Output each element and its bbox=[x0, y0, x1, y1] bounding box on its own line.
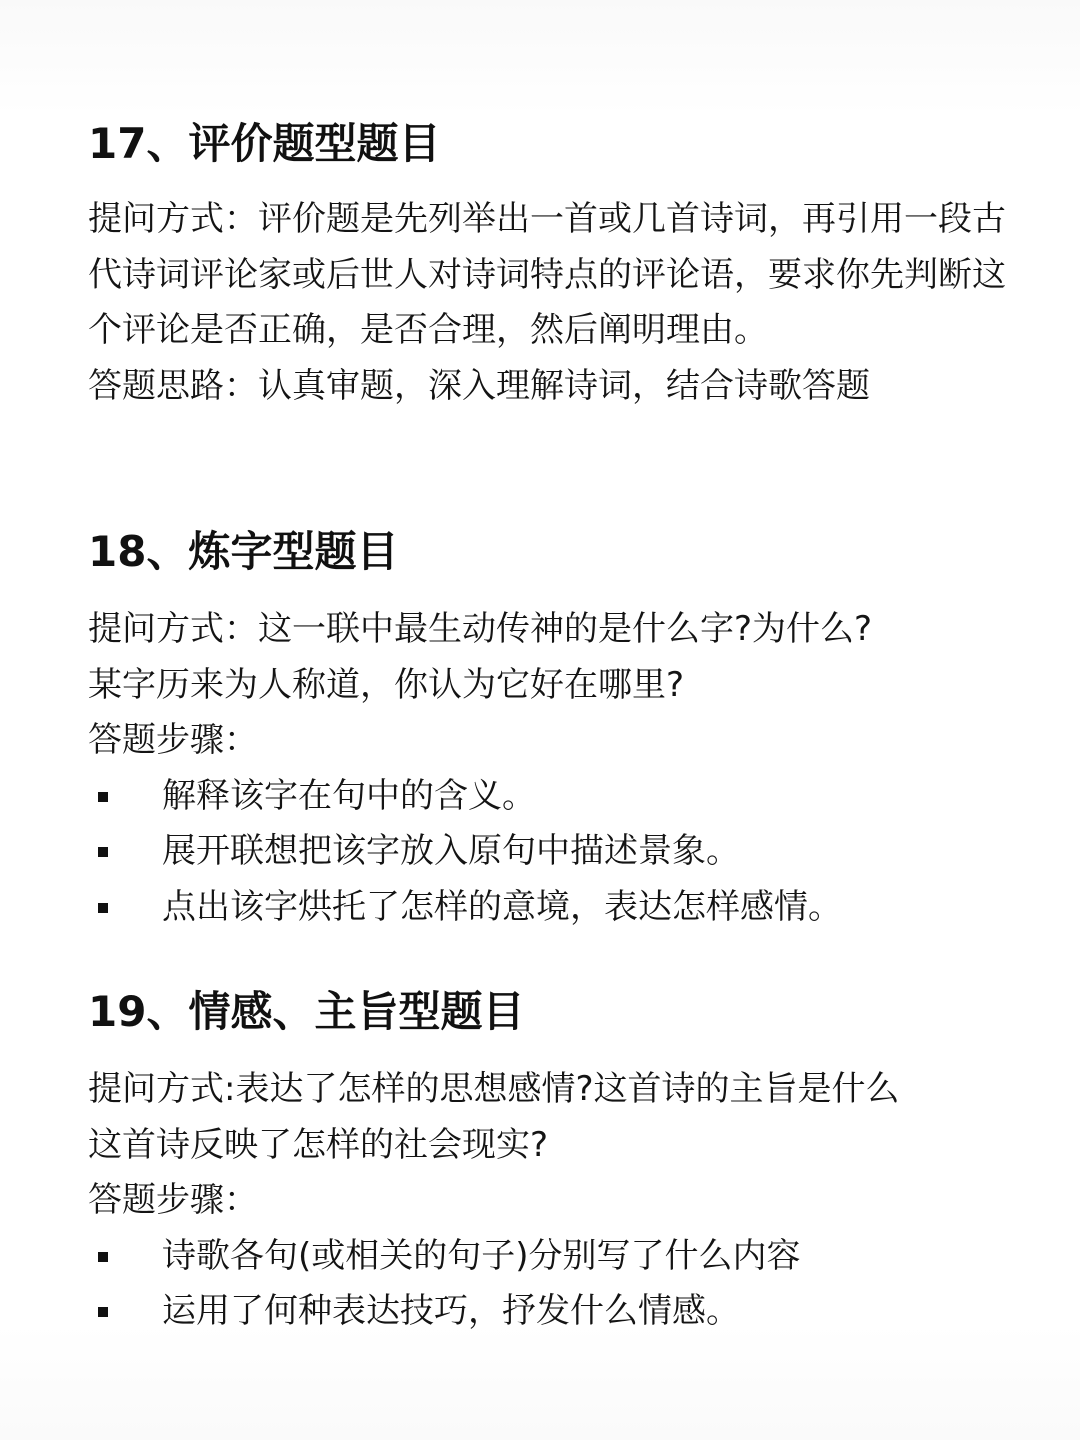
section-18-heading: 18、炼字型题目 bbox=[88, 527, 399, 576]
list-item-text: 运用了何种表达技巧，抒发什么情感。 bbox=[162, 1291, 740, 1331]
list-item bbox=[88, 824, 1008, 880]
square-bullet-icon bbox=[98, 1307, 108, 1317]
section-17-question-style: 提问方式：评价题是先列举出一首或几首诗词，再引用一段古代诗词评论家或后世人对诗词特点的评论语，要求你先判断这个评论是否正确，是否合理，然后阐明理由。 bbox=[88, 199, 1006, 350]
section-19-steps-list bbox=[88, 1229, 1008, 1340]
section-18-steps-label: 答题步骤： bbox=[88, 720, 258, 760]
list-item bbox=[88, 880, 1008, 936]
section-19 bbox=[88, 984, 1008, 1340]
list-item-text: 解释该字在句中的含义。 bbox=[162, 775, 536, 816]
section-17 bbox=[88, 116, 1008, 414]
section-19-question-line-2: 这首诗反映了怎样的社会现实? bbox=[88, 1124, 549, 1165]
section-17-approach: 答题思路：认真审题，深入理解诗词，结合诗歌答题 bbox=[88, 365, 870, 406]
list-item-text: 诗歌各句(或相关的句子)分别写了什么内容 bbox=[162, 1235, 801, 1276]
section-19-question-line-1: 提问方式:表达了怎样的思想感情?这首诗的主旨是什么 bbox=[88, 1069, 900, 1109]
list-item-text: 点出该字烘托了怎样的意境，表达怎样感情。 bbox=[162, 886, 842, 927]
section-18 bbox=[88, 524, 1008, 935]
list-item bbox=[88, 1229, 1008, 1285]
square-bullet-icon bbox=[98, 847, 108, 857]
section-19-steps-label: 答题步骤： bbox=[88, 1180, 258, 1220]
section-18-question-line-1: 提问方式：这一联中最生动传神的是什么字?为什么? bbox=[88, 609, 873, 649]
section-19-heading: 19、情感、主旨型题目 bbox=[88, 987, 525, 1036]
list-item bbox=[88, 1284, 1008, 1340]
square-bullet-icon bbox=[98, 1252, 108, 1262]
section-18-question-line-2: 某字历来为人称道，你认为它好在哪里? bbox=[88, 664, 685, 705]
section-18-steps-list bbox=[88, 769, 1008, 936]
list-item bbox=[88, 769, 1008, 825]
list-item-text: 展开联想把该字放入原句中描述景象。 bbox=[162, 831, 740, 871]
section-17-heading: 17、评价题型题目 bbox=[88, 119, 441, 168]
square-bullet-icon bbox=[98, 792, 108, 802]
square-bullet-icon bbox=[98, 903, 108, 913]
